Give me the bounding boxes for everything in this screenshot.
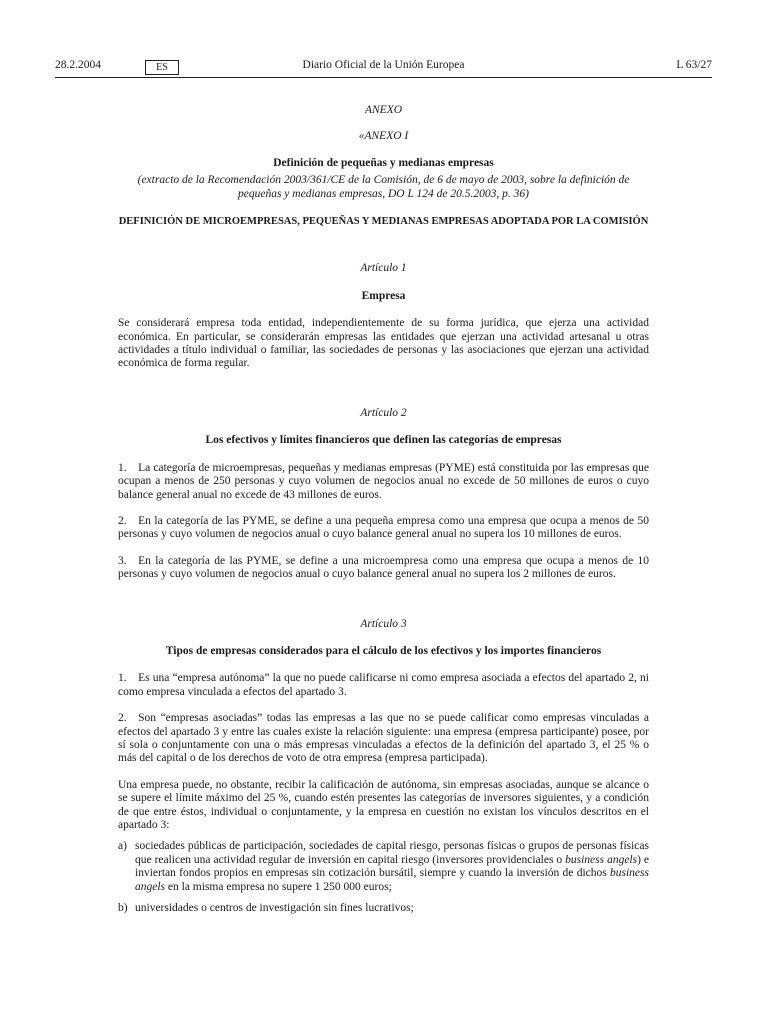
page-number: L 63/27 (676, 59, 712, 71)
document-title: Definición de pequeñas y medianas empresas (273, 156, 494, 169)
language-badge: ES (145, 60, 179, 75)
header-rule (55, 77, 712, 78)
annex-i-label: «ANEXO I (358, 130, 409, 143)
article-2-title: Los efectivos y límites financieros que definen las categorías de empresas (205, 434, 562, 447)
publication-date: 28.2.2004 (55, 59, 101, 71)
article-2-paragraph-1: 1. La categoría de microempresas, pequeñas y medianas empresas (PYME) está constituida por las empresas que ocupan a menos de 250 personas y cuyo volumen de negocios anual no excede de 50 millones de euros o cuyo balance general anual no excede de 43 millones de euros. (118, 461, 649, 501)
article-2-paragraph-2: 2. En la categoría de las PYME, se define a una pequeña empresa como una empresa que ocupa a menos de 50 personas y cuyo volumen de negocios anual o cuyo balance general anual no supera los 10 millones de euros. (118, 514, 649, 541)
article-1-label: Artículo 1 (360, 262, 407, 275)
article-1-text: Se considerará empresa toda entidad, independientemente de su forma jurídica, que ejerza una actividad económica. En particular, se considerarán empresas las entidades que ejerzan una actividad artesanal u otras actividades a título individual o familiar, las sociedades de personas y las asociaciones que ejerzan una actividad económica de forma regular. (118, 317, 649, 370)
list-marker-a: a) (118, 840, 127, 853)
article-3-label: Artículo 3 (360, 617, 407, 630)
annex-label: ANEXO (364, 104, 403, 116)
document-subtitle: (extracto de la Recomendación 2003/361/CE de la Comisión, de 6 de mayo de 2003, sobre la definición de pequeñas y medianas empresas, DO L 124 de 20.5.2003, p. 36) (137, 174, 630, 200)
article-3-paragraph-2: 2. Son “empresas asociadas” todas las empresas a las que no se puede calificar como empresas vinculadas a efectos del apartado 3 y entre las cuales existe la relación siguiente: una empresa (empresa participante) posee, por sí sola o conjuntamente con una o más empresas vinculadas a efectos de la definición del apartado 3, el 25 % o más del capital o de los derechos de voto de otra empresa (empresa participada). (118, 712, 649, 765)
list-text-a: sociedades públicas de participación, sociedades de capital riesgo, personas físicas o grupos de personas físicas que realicen una actividad regular de inversión en capital riesgo (inversores providenciales o business angels) e inviertan fondos propios en empresas sin cotización bursátil, siempre y cuando la inversión de dichos business angels en la misma empresa no supere 1 250 000 euros; (135, 840, 650, 893)
document-body (118, 102, 649, 915)
article-2-paragraph-3: 3. En la categoría de las PYME, se define a una microempresa como una empresa que ocupa a menos de 10 personas y cuyo volumen de negocios anual o cuyo balance general anual no supera los 2 millones de euros. (118, 554, 649, 581)
journal-header (55, 59, 712, 79)
list-text-b: universidades o centros de investigación sin fines lucrativos; (135, 902, 414, 915)
article-3-title: Tipos de empresas considerados para el cálculo de los efectivos y los importes financieros (165, 644, 602, 657)
article-3-paragraph-1: 1. Es una “empresa autónoma” la que no puede calificarse ni como empresa asociada a efectos del apartado 2, ni como empresa vinculada a efectos del apartado 3. (118, 672, 649, 698)
article-2-label: Artículo 2 (360, 406, 407, 419)
article-1-title: Empresa (361, 289, 406, 302)
journal-title: Diario Oficial de la Unión Europea (302, 59, 465, 71)
list-item-a (118, 840, 649, 894)
article-3-paragraph-3: Una empresa puede, no obstante, recibir la calificación de autónoma, sin empresas asociadas, aunque se alcance o se supere el límite máximo del 25 %, cuando estén presentes las categorías de inversores siguientes, y a condición de que entre éstos, individual o conjuntamente, y la empresa en cuestión no existan los vínculos descritos en el apartado 3: (118, 778, 649, 831)
main-heading: DEFINICIÓN DE MICROEMPRESAS, PEQUEÑAS Y MEDIANAS EMPRESAS ADOPTADA POR LA COMISIÓN (118, 216, 649, 228)
list-marker-b: b) (118, 902, 128, 915)
list-item-b (118, 902, 649, 915)
